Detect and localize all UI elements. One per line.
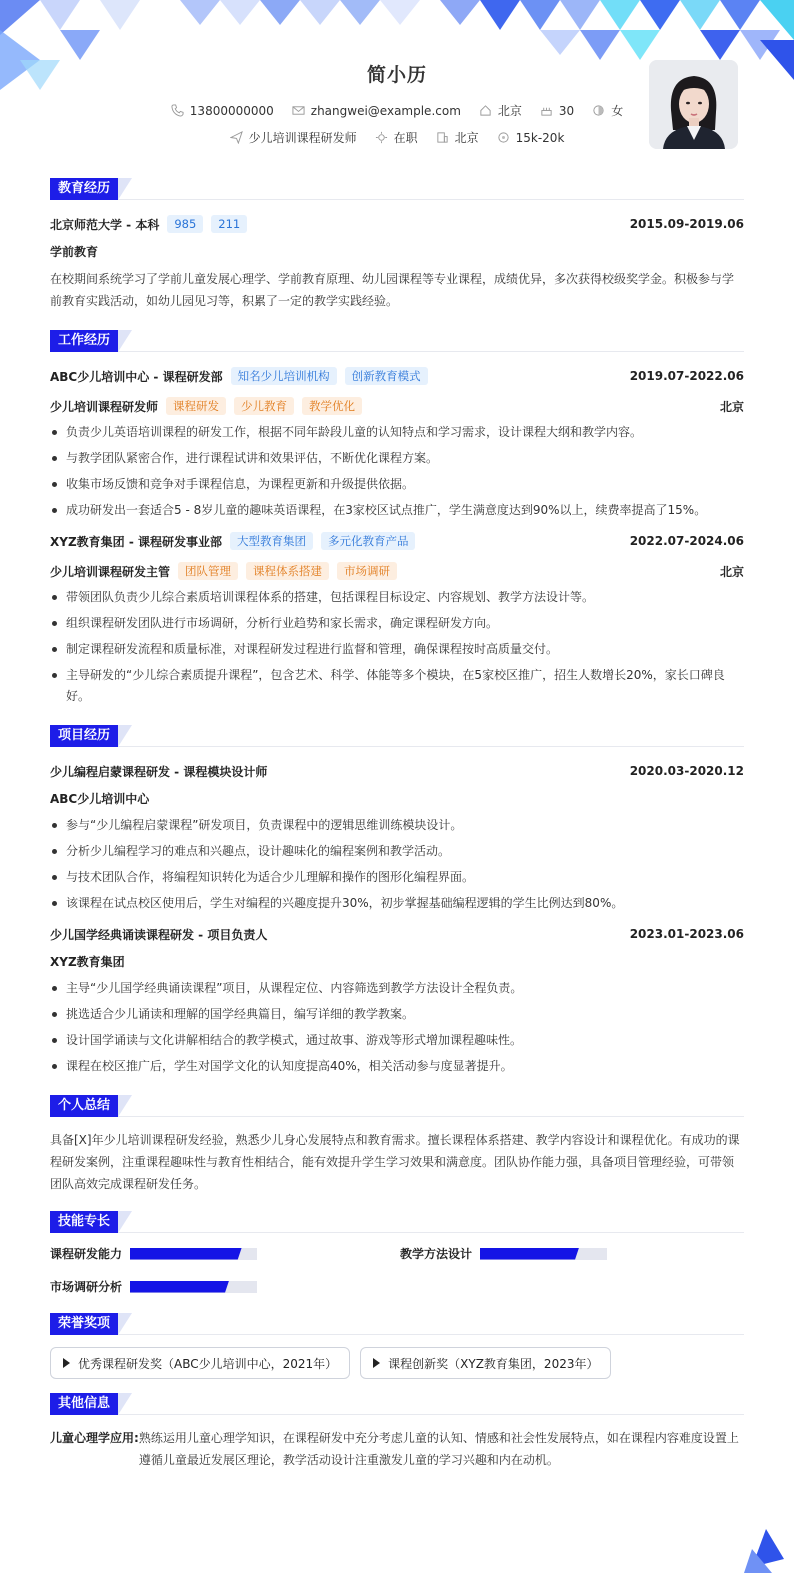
project-row (50, 759, 744, 783)
section-header (50, 330, 744, 352)
work-bullets (50, 587, 744, 707)
skill-bar (130, 1281, 257, 1293)
role-title: 少儿培训课程研发主管 (50, 564, 171, 579)
section-header (50, 725, 744, 747)
list-item: 组织课程研发团队进行市场调研，分析行业趋势和家长需求，确定课程研发方向。 (50, 613, 744, 634)
role-tag: 课程研发 (166, 397, 226, 415)
project-org: XYZ教育集团 (50, 955, 125, 969)
education-date: 2015.09-2019.06 (629, 217, 744, 231)
school-tag: 985 (167, 215, 203, 233)
mail-icon (292, 104, 305, 117)
award-item (360, 1347, 611, 1379)
list-item: 参与“少儿编程启蒙课程”研发项目，负责课程中的逻辑思维训练模块设计。 (50, 815, 744, 836)
major: 学前教育 (50, 245, 99, 259)
skill-item (50, 1278, 400, 1295)
section-title: 技能专长 (50, 1211, 118, 1233)
list-item: 分析少儿编程学习的难点和兴趣点，设计趣味化的编程案例和教学活动。 (50, 841, 744, 862)
project-date: 2020.03-2020.12 (629, 764, 744, 778)
role-tag: 团队管理 (178, 562, 238, 580)
candidate-name: 简小历 (366, 64, 427, 86)
company-row (50, 364, 744, 388)
section-title: 工作经历 (50, 330, 118, 352)
list-item: 挑选适合少儿诵读和理解的国学经典篇目，编写详细的教学教案。 (50, 1004, 744, 1025)
awards-list (50, 1347, 744, 1379)
section-header (50, 1095, 744, 1117)
section-title-tail (118, 178, 132, 200)
awards-section (50, 1313, 744, 1379)
phone-icon (171, 104, 184, 117)
list-item: 制定课程研发流程和质量标准，对课程研发过程进行监督和管理，确保课程按时高质量交付。 (50, 639, 744, 660)
award-text: 优秀课程研发奖（ABC少儿培训中心，2021年） (78, 1356, 338, 1371)
education-section (50, 178, 744, 312)
project-entry (50, 922, 744, 1077)
skill-name: 教学方法设计 (400, 1247, 473, 1261)
section-title: 教育经历 (50, 178, 118, 200)
work-entry (50, 364, 744, 521)
email-address: zhangwei@example.com (310, 103, 461, 118)
company-row (50, 529, 744, 553)
section-title-tail (118, 330, 132, 352)
award-item (50, 1347, 350, 1379)
summary-text: 具备[X]年少儿培训课程研发经验，熟悉少儿身心发展特点和教育需求。擅长课程体系搭建、教学内容设计和课程优化。有成功的课程研发案例，注重课程趣味性与教育性相结合，能有效提升学生学习效果和满意度。团队协作能力强，具备项目管理经验，可带领团队高效完成课程研发任务。 (50, 1133, 740, 1191)
education-row (50, 212, 744, 236)
list-item: 收集市场反馈和竞争对手课程信息，为课程更新和升级提供依据。 (50, 474, 744, 495)
work-entry (50, 529, 744, 707)
avatar-portrait (649, 60, 738, 149)
list-item: 主导研发的“少儿综合素质提升课程”，包含艺术、科学、体能等多个模块，在5家校区推广，招生人数增长20%，家长口碑良好。 (50, 665, 744, 707)
list-item: 该课程在试点校区使用后，学生对编程的兴趣度提升30%，初步掌握基础编程逻辑的学生比例达到80%。 (50, 893, 744, 914)
money-icon (497, 131, 510, 144)
other-item (50, 1427, 744, 1471)
target-city: 北京 (454, 131, 479, 145)
other-section (50, 1393, 744, 1471)
role-title: 少儿培训课程研发师 (50, 399, 159, 414)
company-tag: 大型教育集团 (230, 532, 313, 550)
section-title: 项目经历 (50, 725, 118, 747)
city-item (479, 102, 522, 119)
skill-bar (130, 1248, 257, 1260)
work-date: 2019.07-2022.06 (629, 369, 744, 383)
section-title-tail (118, 1211, 132, 1233)
list-item: 带领团队负责少儿综合素质培训课程体系的搭建，包括课程目标设定、内容规划、教学方法设计等。 (50, 587, 744, 608)
skills-section (50, 1211, 744, 1295)
company-name: ABC少儿培训中心 - 课程研发部 (50, 369, 223, 384)
skill-item (50, 1245, 400, 1262)
skill-name: 市场调研分析 (50, 1280, 123, 1294)
skill-fill (130, 1281, 229, 1293)
city: 北京 (497, 104, 522, 118)
project-title: 少儿国学经典诵读课程研发 - 项目负责人 (50, 927, 268, 942)
age-item (540, 102, 574, 119)
role-tag: 课程体系搭建 (246, 562, 329, 580)
company-tag: 多元化教育产品 (321, 532, 416, 550)
job-title: 少儿培训课程研发师 (248, 131, 357, 145)
email-item (292, 102, 461, 119)
resume-header (0, 0, 794, 170)
corner-decoration (744, 1529, 784, 1573)
status-item (375, 129, 418, 146)
school-name: 北京师范大学 - 本科 (50, 217, 160, 232)
skill-bar (480, 1248, 607, 1260)
project-org: ABC少儿培训中心 (50, 792, 150, 806)
gender: 女 (611, 104, 624, 118)
section-title-tail (118, 725, 132, 747)
skill-fill (130, 1248, 242, 1260)
section-header (50, 1211, 744, 1233)
skill-fill (480, 1248, 579, 1260)
work-location: 北京 (719, 564, 744, 579)
job-item (230, 129, 357, 146)
section-title: 其他信息 (50, 1393, 118, 1415)
target-city-item (436, 129, 479, 146)
list-item: 与教学团队紧密合作，进行课程试讲和效果评估，不断优化课程方案。 (50, 448, 744, 469)
cake-icon (540, 104, 553, 117)
skill-item (400, 1245, 750, 1262)
work-location: 北京 (719, 399, 744, 414)
award-text: 课程创新奖（XYZ教育集团，2023年） (388, 1356, 599, 1371)
company-name: XYZ教育集团 - 课程研发事业部 (50, 534, 222, 549)
role-tag: 教学优化 (302, 397, 362, 415)
skill-name: 课程研发能力 (50, 1247, 123, 1261)
role-row (50, 394, 744, 418)
project-title: 少儿编程启蒙课程研发 - 课程模块设计师 (50, 764, 268, 779)
salary: 15k-20k (515, 130, 565, 145)
building-icon (436, 131, 449, 144)
list-item: 负责少儿英语培训课程的研发工作，根据不同年龄段儿童的认知特点和学习需求，设计课程大纲和教学内容。 (50, 422, 744, 443)
education-description: 在校期间系统学习了学前儿童发展心理学、学前教育原理、幼儿园课程等专业课程，成绩优异，多次获得校级奖学金。积极参与学前教育实践活动，如幼儿园见习等，积累了一定的教学实践经验。 (50, 272, 735, 308)
company-tag: 创新教育模式 (345, 367, 428, 385)
section-title: 个人总结 (50, 1095, 118, 1117)
section-title-tail (118, 1393, 132, 1415)
age: 30 (558, 103, 575, 118)
gender-icon (592, 104, 605, 117)
school-tag: 211 (211, 215, 247, 233)
section-header (50, 178, 744, 200)
triangle-right-icon (63, 1358, 70, 1368)
home-icon (479, 104, 492, 117)
role-tag: 市场调研 (337, 562, 397, 580)
list-item: 主导“少儿国学经典诵读课程”项目，从课程定位、内容筛选到教学方法设计全程负责。 (50, 978, 744, 999)
project-section (50, 725, 744, 1077)
section-title-tail (118, 1095, 132, 1117)
list-item: 课程在校区推广后，学生对国学文化的认知度提高40%，相关活动参与度显著提升。 (50, 1056, 744, 1077)
list-item: 与技术团队合作，将编程知识转化为适合少儿理解和操作的图形化编程界面。 (50, 867, 744, 888)
project-bullets (50, 815, 744, 914)
other-label: 儿童心理学应用: (50, 1431, 139, 1445)
phone-item (171, 102, 274, 119)
send-icon (230, 131, 243, 144)
list-item: 设计国学诵读与文化讲解相结合的教学模式，通过故事、游戏等形式增加课程趣味性。 (50, 1030, 744, 1051)
summary-section (50, 1095, 744, 1195)
work-bullets (50, 422, 744, 521)
project-bullets (50, 978, 744, 1077)
list-item: 成功研发出一套适合5 - 8岁儿童的趣味英语课程，在3家校区试点推广，学生满意度达到90%以上，续费率提高了15%。 (50, 500, 744, 521)
work-section (50, 330, 744, 707)
other-text: 熟练运用儿童心理学知识，在课程研发中充分考虑儿童的认知、情感和社会性发展特点，如在课程内容难度设置上遵循儿童最近发展区理论，教学活动设计注重激发儿童的学习兴趣和内在动机。 (138, 1431, 739, 1467)
triangle-right-icon (373, 1358, 380, 1368)
role-tag: 少儿教育 (234, 397, 294, 415)
company-tag: 知名少儿培训机构 (231, 367, 337, 385)
project-row (50, 922, 744, 946)
section-title-tail (118, 1313, 132, 1335)
profile-photo (649, 60, 738, 149)
project-date: 2023.01-2023.06 (629, 927, 744, 941)
skills-grid (50, 1245, 744, 1295)
employment-status: 在职 (393, 131, 418, 145)
project-entry (50, 759, 744, 914)
status-icon (375, 131, 388, 144)
role-row (50, 559, 744, 583)
section-title: 荣誉奖项 (50, 1313, 118, 1335)
gender-item (592, 102, 623, 119)
work-date: 2022.07-2024.06 (629, 534, 744, 548)
section-header (50, 1393, 744, 1415)
section-header (50, 1313, 744, 1335)
phone-number: 13800000000 (189, 103, 274, 118)
salary-item (497, 129, 565, 146)
